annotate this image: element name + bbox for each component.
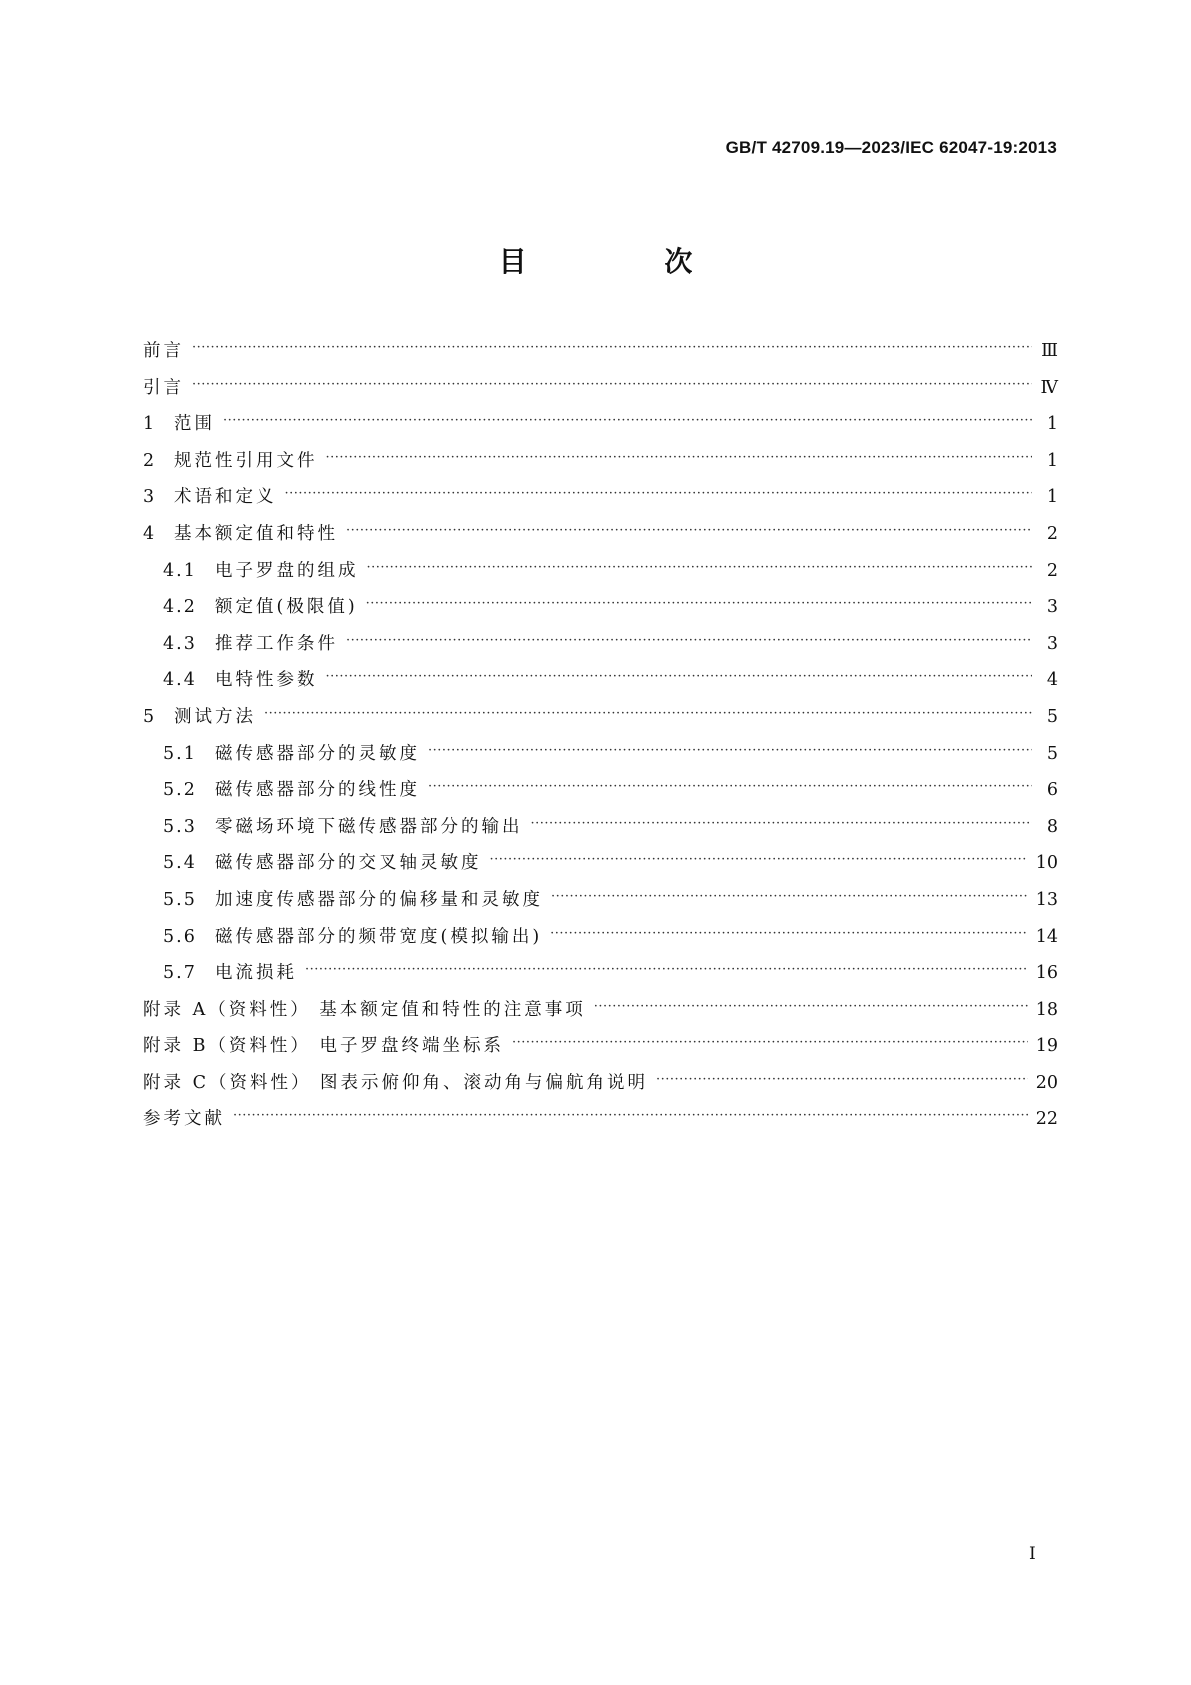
toc-entry-number: 5.4 (163, 853, 197, 874)
toc-entry-title: 磁传感器部分的线性度 (215, 780, 420, 801)
toc-entry-number: 5.3 (163, 816, 197, 837)
toc-entry-title: 基本额定值和特性 (174, 523, 338, 544)
dot-leader (346, 623, 1032, 660)
toc-entry-introduction[interactable] (143, 370, 1058, 407)
toc-entry-title: 加速度传感器部分的偏移量和灵敏度 (215, 889, 543, 910)
toc-entry-5-3[interactable] (143, 809, 1058, 846)
toc-entry-5-5[interactable] (143, 882, 1058, 919)
toc-entry-title: 前言 (143, 341, 184, 361)
toc-entry-page: Ⅳ (1040, 377, 1058, 398)
page-number: I (1029, 1544, 1036, 1564)
dot-leader (233, 1098, 1028, 1135)
toc-entry-page: 6 (1046, 780, 1058, 801)
dot-leader (192, 367, 1032, 404)
toc-entry-title: 电特性参数 (215, 670, 318, 691)
toc-entry-page: 3 (1046, 633, 1058, 654)
dot-leader (656, 1062, 1028, 1099)
toc-entry-page: 1 (1046, 414, 1058, 435)
dot-leader (285, 476, 1033, 513)
dot-leader (346, 513, 1032, 550)
toc-entry-title: 附录 B（资料性） 电子罗盘终端坐标系 (143, 1036, 504, 1057)
toc-entry-2[interactable] (143, 443, 1058, 480)
toc-entry-page: 13 (1035, 889, 1058, 910)
toc-entry-title: 零磁场环境下磁传感器部分的输出 (215, 816, 523, 837)
toc-entry-number: 5.2 (163, 780, 197, 801)
toc-entry-number: 4.4 (163, 670, 197, 691)
toc-entry-page: 5 (1046, 743, 1058, 764)
toc-entry-page: 2 (1046, 560, 1058, 581)
toc-entry-page: 1 (1046, 450, 1058, 471)
table-of-contents (143, 333, 1058, 1138)
toc-entry-annex-b[interactable] (143, 1028, 1058, 1065)
toc-entry-page: 18 (1035, 999, 1058, 1020)
toc-entry-4-3[interactable] (143, 626, 1058, 663)
toc-entry-5[interactable] (143, 699, 1058, 736)
toc-entry-page: 1 (1046, 487, 1058, 508)
toc-entry-page: 20 (1035, 1072, 1058, 1093)
dot-leader (551, 879, 1028, 916)
toc-entry-title: 范围 (174, 414, 215, 435)
dot-leader (531, 806, 1033, 843)
toc-entry-number: 5 (143, 706, 155, 727)
toc-title: 目 次 (498, 245, 757, 278)
toc-entry-number: 4.3 (163, 633, 197, 654)
toc-entry-title: 磁传感器部分的频带宽度(模拟输出) (215, 926, 543, 947)
dot-leader (594, 989, 1028, 1026)
toc-entry-number: 4 (143, 523, 155, 544)
dot-leader (550, 916, 1028, 953)
dot-leader (223, 403, 1032, 440)
toc-entry-number: 4.1 (163, 560, 197, 581)
toc-entry-4-4[interactable] (143, 662, 1058, 699)
toc-entry-page: 4 (1046, 670, 1058, 691)
toc-entry-title: 电流损耗 (215, 963, 297, 984)
toc-entry-title: 附录 A（资料性） 基本额定值和特性的注意事项 (143, 999, 586, 1020)
dot-leader (326, 659, 1033, 696)
toc-entry-title: 额定值(极限值) (215, 597, 358, 618)
toc-entry-title: 参考文献 (143, 1109, 225, 1130)
toc-entry-title: 术语和定义 (174, 487, 277, 508)
toc-entry-number: 4.2 (163, 597, 197, 618)
toc-entry-title: 附录 C（资料性） 图表示俯仰角、滚动角与偏航角说明 (143, 1072, 649, 1093)
toc-entry-1[interactable] (143, 406, 1058, 443)
dot-leader (326, 440, 1033, 477)
toc-entry-page: 10 (1035, 853, 1058, 874)
toc-entry-number: 5.5 (163, 889, 197, 910)
toc-entry-page: 5 (1046, 706, 1058, 727)
toc-entry-page: 22 (1035, 1109, 1058, 1130)
toc-entry-5-2[interactable] (143, 772, 1058, 809)
dot-leader (192, 330, 1032, 367)
toc-entry-page: 16 (1035, 963, 1058, 984)
toc-entry-title: 磁传感器部分的交叉轴灵敏度 (215, 853, 482, 874)
toc-entry-5-6[interactable] (143, 919, 1058, 956)
toc-entry-bibliography[interactable] (143, 1101, 1058, 1138)
dot-leader (264, 696, 1032, 733)
toc-entry-annex-a[interactable] (143, 992, 1058, 1029)
toc-entry-page: 19 (1035, 1036, 1058, 1057)
toc-entry-4[interactable] (143, 516, 1058, 553)
toc-entry-title: 磁传感器部分的灵敏度 (215, 743, 420, 764)
toc-entry-number: 5.1 (163, 743, 197, 764)
toc-entry-number: 5.7 (163, 963, 197, 984)
dot-leader (428, 769, 1032, 806)
toc-entry-annex-c[interactable] (143, 1065, 1058, 1102)
dot-leader (305, 952, 1028, 989)
toc-entry-5-4[interactable] (143, 845, 1058, 882)
toc-entry-5-7[interactable] (143, 955, 1058, 992)
toc-entry-number: 2 (143, 450, 155, 471)
toc-entry-3[interactable] (143, 479, 1058, 516)
toc-entry-title: 电子罗盘的组成 (215, 560, 359, 581)
toc-entry-title: 推荐工作条件 (215, 633, 338, 654)
toc-entry-page: 8 (1046, 816, 1058, 837)
dot-leader (512, 1025, 1028, 1062)
dot-leader (367, 550, 1033, 587)
toc-entry-title: 引言 (143, 377, 184, 398)
dot-leader (428, 733, 1032, 770)
dot-leader (366, 586, 1032, 623)
toc-entry-number: 3 (143, 487, 155, 508)
toc-entry-number: 1 (143, 414, 155, 435)
toc-entry-title: 规范性引用文件 (174, 450, 318, 471)
toc-entry-page: 14 (1035, 926, 1058, 947)
toc-entry-title: 测试方法 (174, 706, 256, 727)
toc-entry-number: 5.6 (163, 926, 197, 947)
standard-code: GB/T 42709.19—2023/IEC 62047-19:2013 (725, 138, 1057, 157)
toc-entry-4-2[interactable] (143, 589, 1058, 626)
toc-entry-page: Ⅲ (1041, 341, 1058, 361)
dot-leader (490, 842, 1028, 879)
toc-entry-foreword[interactable] (143, 333, 1058, 370)
toc-entry-4-1[interactable] (143, 553, 1058, 590)
toc-entry-page: 2 (1046, 523, 1058, 544)
toc-entry-page: 3 (1046, 597, 1058, 618)
toc-entry-5-1[interactable] (143, 736, 1058, 773)
